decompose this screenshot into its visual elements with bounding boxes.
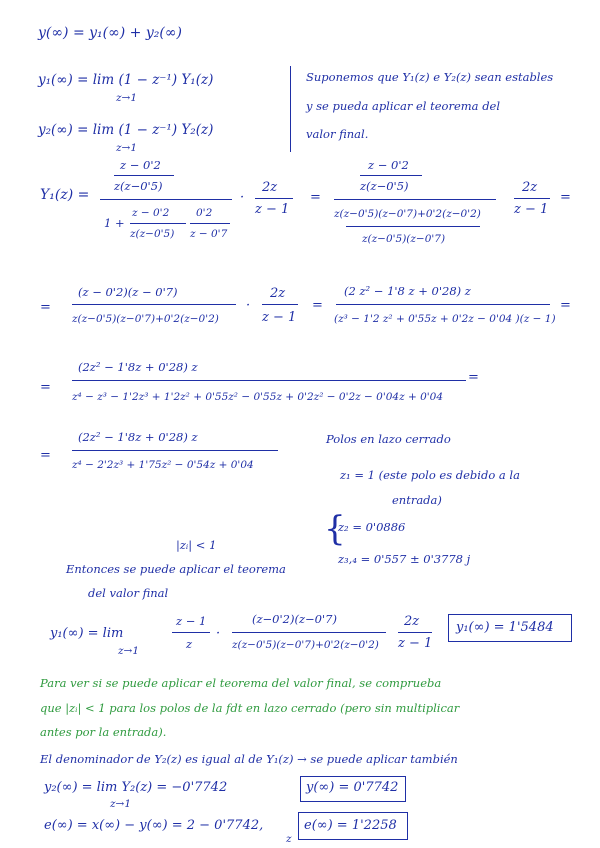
limit-subscript: z→1 <box>116 92 138 104</box>
note-line: Suponemos que Y₁(z) e Y₂(z) sean estables <box>306 70 554 84</box>
fraction-bar <box>398 632 432 633</box>
equals-sign: = <box>40 448 51 463</box>
fraction-denominator: z − 1 <box>262 310 297 325</box>
fraction-numerator: (z − 0'2)(z − 0'7) <box>78 285 178 299</box>
fraction-numerator: 2z <box>404 614 420 629</box>
stability-condition: |zᵢ| < 1 <box>176 538 217 552</box>
fraction-numerator: z(z−0'5)(z−0'7)+0'2(z−0'2) <box>334 208 481 220</box>
fraction-denominator: z(z−0'5) <box>114 179 163 193</box>
equals-sign: = <box>310 190 321 205</box>
equals-sign: = <box>560 190 571 205</box>
limit-subscript: z→1 <box>118 645 140 657</box>
fraction-numerator: (z−0'2)(z−0'7) <box>252 612 337 626</box>
multiply-dot: · <box>246 298 251 313</box>
fraction-bar <box>346 226 480 227</box>
fraction-denominator: z − 0'7 <box>190 228 228 240</box>
multiply-dot: · <box>240 190 245 205</box>
fraction-bar <box>262 304 298 305</box>
fraction-bar <box>232 632 386 633</box>
fraction-numerator: z − 1 <box>176 614 207 628</box>
main-fraction-bar <box>334 199 496 200</box>
fraction-numerator: z − 0'2 <box>120 158 161 172</box>
conclusion-line: del valor final <box>88 586 169 600</box>
stray-mark: z <box>286 833 292 845</box>
fraction-numerator: z − 0'2 <box>132 207 170 219</box>
fraction-denominator: z⁴ − z³ − 1'2z³ + 1'2z² + 0'55z² − 0'55z + 0'2z² − 0'2z − 0'04z + 0'04 <box>72 391 444 403</box>
fraction-numerator: 2z <box>522 180 538 195</box>
fraction-numerator: 2z <box>262 180 278 195</box>
pole-z1-note: entrada) <box>392 493 442 507</box>
poles-brace: { <box>324 509 346 549</box>
fraction-denominator: z(z−0'5)(z−0'7) <box>362 233 446 245</box>
fraction-denominator: z(z−0'5) <box>130 228 175 240</box>
fraction-bar <box>514 198 550 199</box>
fraction-numerator: (2z² − 1'8z + 0'28) z <box>78 430 198 444</box>
fraction-denominator: z − 1 <box>514 202 549 217</box>
limit-subscript: z→1 <box>110 798 132 810</box>
note-line: valor final. <box>306 127 369 141</box>
fraction-numerator: (2 z² − 1'8 z + 0'28) z <box>344 284 471 298</box>
green-note-line: que |zᵢ| < 1 para los polos de la fdt en lazo cerrado (pero sin multiplicar <box>40 701 460 715</box>
result-y: y(∞) = 0'7742 <box>306 780 399 795</box>
equation-y1-limit: y₁(∞) = lim (1 − z⁻¹) Y₁(z) <box>38 72 214 88</box>
conclusion-line: Entonces se puede aplicar el teorema <box>66 562 286 576</box>
denominator-remark: El denominador de Y₂(z) es igual al de Y₁(z) → se puede aplicar también <box>40 752 458 766</box>
y1-final-lhs: y₁(∞) = lim <box>50 626 124 641</box>
equation-y-total: y(∞) = y₁(∞) + y₂(∞) <box>38 25 182 41</box>
fraction-denominator: (z³ − 1'2 z² + 0'55z + 0'2z − 0'04 )(z − 1) <box>334 313 556 325</box>
fraction-bar <box>360 175 422 176</box>
fraction-bar <box>130 223 186 224</box>
fraction-denominator: z − 1 <box>398 636 433 651</box>
result-error: e(∞) = 1'2258 <box>304 818 397 833</box>
fraction-bar <box>72 304 236 305</box>
fraction-bar <box>72 380 466 381</box>
fraction-bar <box>255 198 293 199</box>
equals-sign: = <box>312 298 323 313</box>
error-equation: e(∞) = x(∞) − y(∞) = 2 − 0'7742, <box>44 818 264 833</box>
result-y1: y₁(∞) = 1'5484 <box>456 620 554 635</box>
green-note-line: antes por la entrada). <box>40 725 167 739</box>
multiply-dot: · <box>216 626 221 641</box>
fraction-denominator: z(z−0'5) <box>360 179 409 193</box>
y1-lhs: Y₁(z) = <box>40 187 90 203</box>
fraction-bar <box>114 175 174 176</box>
fraction-denominator: z − 1 <box>255 202 290 217</box>
equals-sign: = <box>468 370 479 385</box>
fraction-bar <box>72 450 278 451</box>
equals-sign: = <box>560 298 571 313</box>
fraction-denominator: z(z−0'5)(z−0'7)+0'2(z−0'2) <box>72 313 219 325</box>
fraction-numerator: (2z² − 1'8z + 0'28) z <box>78 360 198 374</box>
denominator-lead: 1 + <box>104 216 125 230</box>
fraction-numerator: 2z <box>270 286 286 301</box>
pole-z34: z₃,₄ = 0'557 ± 0'3778 j <box>338 552 471 566</box>
fraction-bar <box>172 632 210 633</box>
fraction-numerator: z − 0'2 <box>368 158 409 172</box>
poles-title: Polos en lazo cerrado <box>326 432 451 446</box>
fraction-numerator: 0'2 <box>196 207 213 219</box>
fraction-denominator: z <box>186 637 193 651</box>
equals-sign: = <box>40 380 51 395</box>
fraction-bar <box>190 223 230 224</box>
pole-z2: z₂ = 0'0886 <box>338 520 406 534</box>
note-line: y se pueda aplicar el teorema del <box>306 99 501 113</box>
pole-z1: z₁ = 1 (este polo es debido a la <box>340 468 520 482</box>
y2-final: y₂(∞) = lim Y₂(z) = −0'7742 <box>44 780 228 795</box>
equation-y2-limit: y₂(∞) = lim (1 − z⁻¹) Y₂(z) <box>38 122 214 138</box>
limit-subscript: z→1 <box>116 142 138 154</box>
fraction-denominator: z⁴ − 2'2z³ + 1'75z² − 0'54z + 0'04 <box>72 459 254 471</box>
main-fraction-bar <box>100 199 232 200</box>
fraction-denominator: z(z−0'5)(z−0'7)+0'2(z−0'2) <box>232 639 379 651</box>
fraction-bar <box>336 304 550 305</box>
green-note-line: Para ver si se puede aplicar el teorema del valor final, se comprueba <box>40 676 442 690</box>
note-bracket <box>290 66 291 152</box>
equals-sign: = <box>40 300 51 315</box>
